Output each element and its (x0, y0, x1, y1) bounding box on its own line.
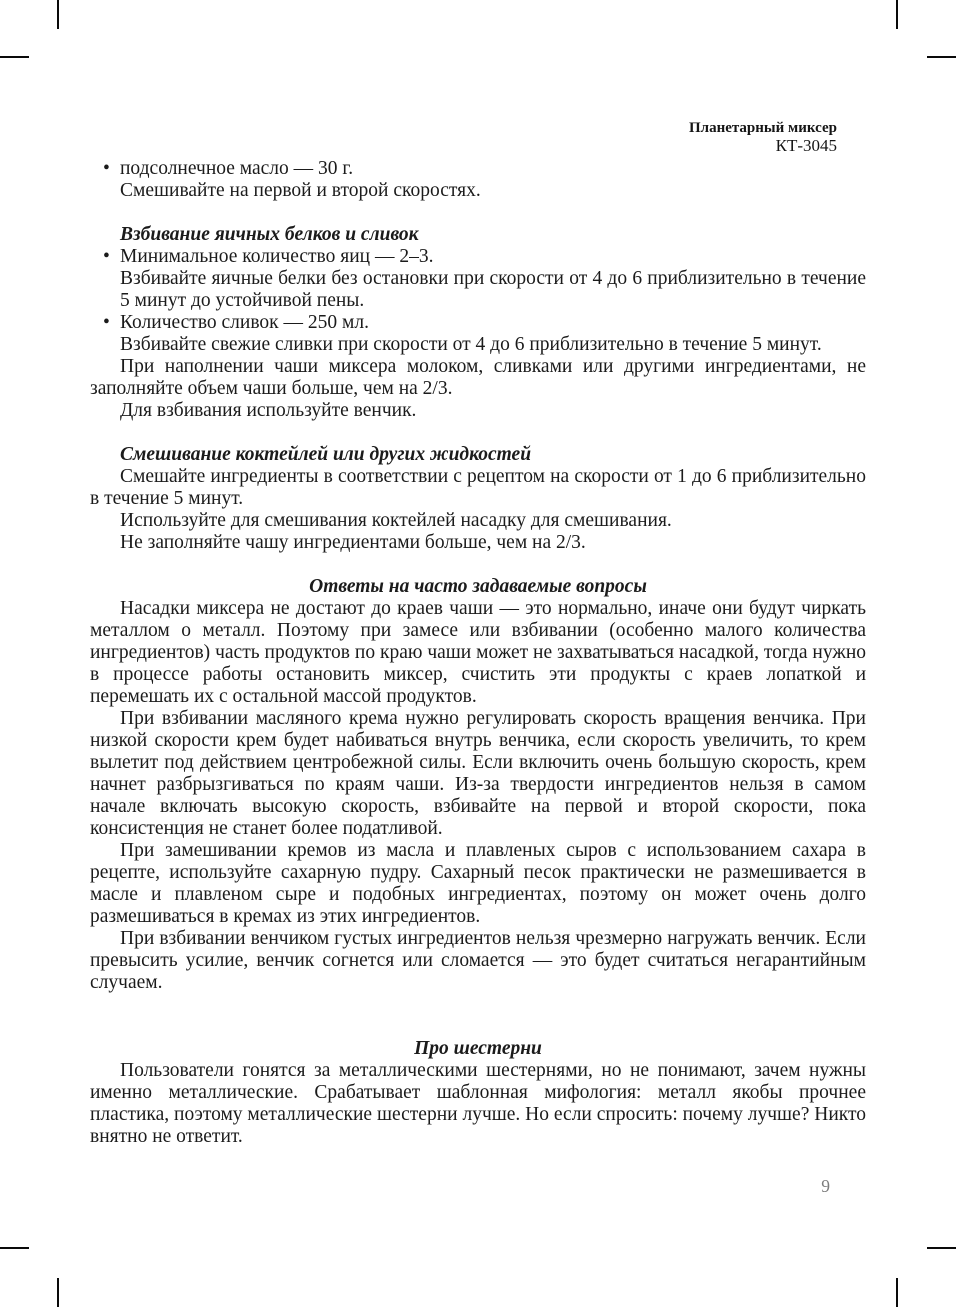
paragraph-mix-recipe: Смешайте ингредиенты в соответствии с рецептом на скорости от 1 до 6 приблизительно в течение 5 минут. (90, 466, 866, 509)
crop-mark-bottom-right-horizontal (927, 1247, 956, 1249)
paragraph-faq-sugar: При замешивании кремов из масла и плавленых сыров с использованием сахара в рецепте, используйте сахарную пудру. Сахарный песок практически не размешивается в масле и плавленом сыре и подобных ингредиентах, поэтому он может очень долго размешиваться в кремах из этих ингредиентов. (90, 840, 866, 927)
paragraph-mixing-attachment: Используйте для смешивания коктейлей насадку для смешивания. (120, 510, 672, 531)
crop-mark-bottom-left-vertical (57, 1278, 59, 1307)
crop-mark-top-right-horizontal (927, 56, 956, 58)
paragraph-faq-whisk-load: При взбивании венчиком густых ингредиентов нельзя чрезмерно нагружать венчик. Если превысить усилие, венчик согнется или сломается — это будет считаться негарантийным случаем. (90, 928, 866, 993)
crop-mark-top-left-horizontal (0, 56, 29, 58)
section-heading-faq: Ответы на часто задаваемые вопросы (309, 576, 647, 597)
crop-mark-bottom-left-horizontal (0, 1247, 29, 1249)
page-number: 9 (821, 1176, 830, 1196)
crop-mark-bottom-right-vertical (896, 1278, 898, 1307)
page-header (689, 120, 837, 155)
list-item-cream (90, 312, 866, 356)
section-heading-cocktails: Смешивание коктейлей или других жидкостей (120, 444, 532, 465)
list-item-lead: подсолнечное масло — 30 г. (120, 158, 354, 179)
paragraph-bowl-filling: При наполнении чаши миксера молоком, сливками или другими ингредиентами, не заполняйте объем чаши больше, чем на 2/3. (90, 356, 866, 399)
section-heading-whipping: Взбивание яичных белков и сливок (120, 224, 419, 245)
list-item-sunflower-oil (90, 158, 866, 202)
paragraph-gears: Пользователи гонятся за металлическими шестернями, но не понимают, зачем нужны именно металлические. Срабатывает шаблонная мифология: металл якобы прочнее пластика, поэтому металлические шестерни лучше. Но если спросить: почему лучше? Никто внятно не ответит. (90, 1060, 866, 1147)
paragraph-faq-attachments: Насадки миксера не достают до краев чаши — это нормально, иначе они будут чиркать металлом о металл. Поэтому при замесе или взбивании (особенно малого количества ингредиентов) часть продуктов по краю чаши может не захватываться насадкой, тогда нужно в процессе работы остановить миксер, счистить эти продукты с краев лопаткой и перемешать их с остальной массой продуктов. (90, 598, 866, 707)
bullet-icon: • (103, 312, 110, 333)
list-item-lead: Минимальное количество яиц — 2–3. (120, 246, 434, 267)
list-item-eggs (90, 246, 866, 312)
bullet-icon: • (103, 246, 110, 267)
model-number: КТ-3045 (775, 136, 837, 155)
list-item-body: Взбивайте свежие сливки при скорости от 4 до 6 приблизительно в течение 5 минут. (120, 334, 822, 355)
page-content (90, 158, 866, 1148)
crop-mark-top-left-vertical (57, 0, 59, 29)
paragraph-bowl-limit: Не заполняйте чашу ингредиентами больше, чем на 2/3. (120, 532, 586, 553)
bullet-icon: • (103, 158, 110, 179)
paragraph-faq-butter-cream: При взбивании масляного крема нужно регулировать скорость вращения венчика. При низкой скорости крем будет набиваться внутрь венчика, если скорость увеличить, то крем вылетит под действием центробежной силы. Если включить очень большую скорость, крем начнет разбрызгиваться по краям чаши. Из-за твердости ингредиентов нельзя в самом начале включать высокую скорость, взбивайте на первой и второй скорости, пока консистенция не станет более податливой. (90, 708, 866, 839)
paragraph-use-whisk: Для взбивания используйте венчик. (120, 400, 417, 421)
product-name: Планетарный миксер (689, 120, 837, 136)
list-item-lead: Количество сливок — 250 мл. (120, 312, 369, 333)
crop-mark-top-right-vertical (896, 0, 898, 29)
section-heading-gears: Про шестерни (414, 1038, 542, 1059)
list-item-body: Взбивайте яичные белки без остановки при скорости от 4 до 6 приблизительно в течение 5 минут до устойчивой пены. (120, 268, 866, 311)
list-item-body: Смешивайте на первой и второй скоростях. (120, 180, 481, 201)
